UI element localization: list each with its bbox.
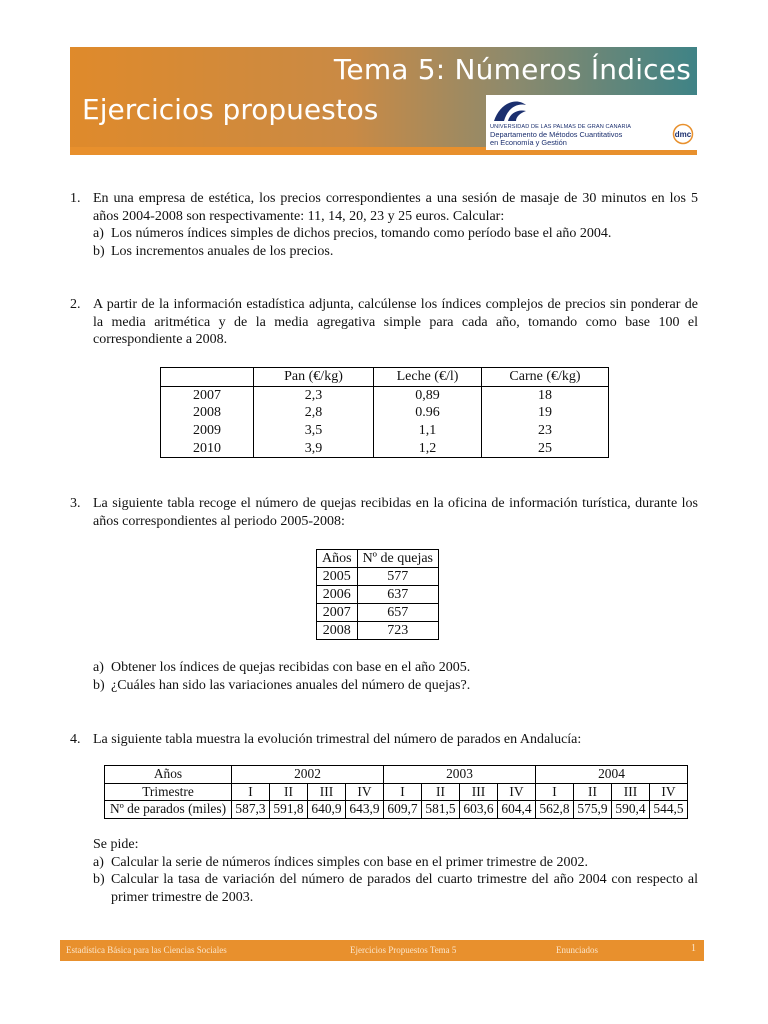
exercise-number: 3. [70,496,81,511]
table-row: Nº de parados (miles) 587,3 591,8 640,9 643,9 609,7 581,5 603,6 604,4 562,8 575,9 590,4 544,5 [105,801,688,819]
department-name: Departamento de Métodos Cuantitativos en Economía y Gestión [490,130,623,148]
page-footer [60,940,704,961]
exercise-statement: La siguiente tabla muestra la evolución trimestral del número de parados en Andalucía: [93,732,582,747]
list-item: b) Calcular la tasa de variación del número de parados del cuarto trimestre del año 2004 con respecto al primer trimestre de 2003. [93,872,698,905]
table-row: 2008 2,8 0.96 19 [161,404,609,422]
table-row: 2008 723 [317,622,439,640]
table-header: Leche (€/l) [374,368,482,387]
header-banner [70,47,697,155]
university-name: UNIVERSIDAD DE LAS PALMAS DE GRAN CANARIA [490,124,632,130]
dmc-logo-icon [671,123,695,145]
table-row: Años 2002 2003 2004 [105,766,688,784]
exercise-number: 1. [70,191,81,206]
table-row: Trimestre I II III IV I II III IV I II III IV [105,783,688,801]
prices-table [160,367,609,458]
university-logo [486,95,697,150]
exercise-number: 2. [70,297,81,312]
table-row: 2006 637 [317,586,439,604]
exercise-statement: A partir de la información estadística adjunta, calcúlense los índices complejos de precios sin ponderar de la media aritmética y de la media agregativa simple para cada año, tomando como base 100 el correspondiente a 2008. [93,297,698,348]
footer-section: Ejercicios Propuestos Tema 5 [350,945,457,955]
exercise-1 [70,190,698,260]
complaints-table [316,549,439,640]
footer-kind: Enunciados [556,945,598,955]
list-item: a) Los números índices simples de dichos precios, tomando como período base el año 2004. [93,226,612,242]
table-header: Nº de quejas [357,550,438,568]
ulpgc-wave-icon [490,97,530,125]
list-item: a) Calcular la serie de números índices simples con base en el primer trimestre de 2002. [93,854,589,870]
table-row: 2007 657 [317,604,439,622]
list-item: b) ¿Cuáles han sido las variaciones anuales del número de quejas?. [93,677,471,693]
page-subtitle: Ejercicios propuestos [82,93,379,126]
exercise-3-questions [70,659,698,694]
table-row: 2010 3,9 1,2 25 [161,439,609,457]
list-item: a) Obtener los índices de quejas recibidas con base en el año 2005. [93,660,471,675]
table-header: Carne (€/kg) [482,368,609,387]
footer-course: Estadística Básica para las Ciencias Sociales [66,945,227,955]
table-row: 2005 577 [317,568,439,586]
table-header: Años [317,550,358,568]
exercise-number: 4. [70,732,81,747]
exercise-2 [70,296,698,349]
exercise-4-questions [70,836,698,906]
list-item: b) Los incrementos anuales de los precios. [93,243,334,259]
exercise-statement: La siguiente tabla recoge el número de quejas recibidas en la oficina de información turística, durante los años correspondientes al periodo 2005-2008: [93,496,698,529]
table-header [161,368,254,387]
unemployment-table [104,765,688,819]
exercise-intro: Se pide: [93,837,139,852]
exercise-3 [70,495,698,530]
page-number: 1 [691,943,696,954]
table-row: 2009 3,5 1,1 23 [161,422,609,440]
dmc-mark: dmc [674,130,692,139]
exercise-4 [70,731,698,749]
table-header: Pan (€/kg) [254,368,374,387]
exercise-statement: En una empresa de estética, los precios correspondientes a una sesión de masaje de 30 minutos en los 5 años 2004-2008 son respectivamente: 11, 14, 20, 23 y 25 euros. Calcular: [93,191,698,224]
table-row: 2007 2,3 0,89 18 [161,386,609,404]
page-title: Tema 5: Números Índices [333,53,691,86]
